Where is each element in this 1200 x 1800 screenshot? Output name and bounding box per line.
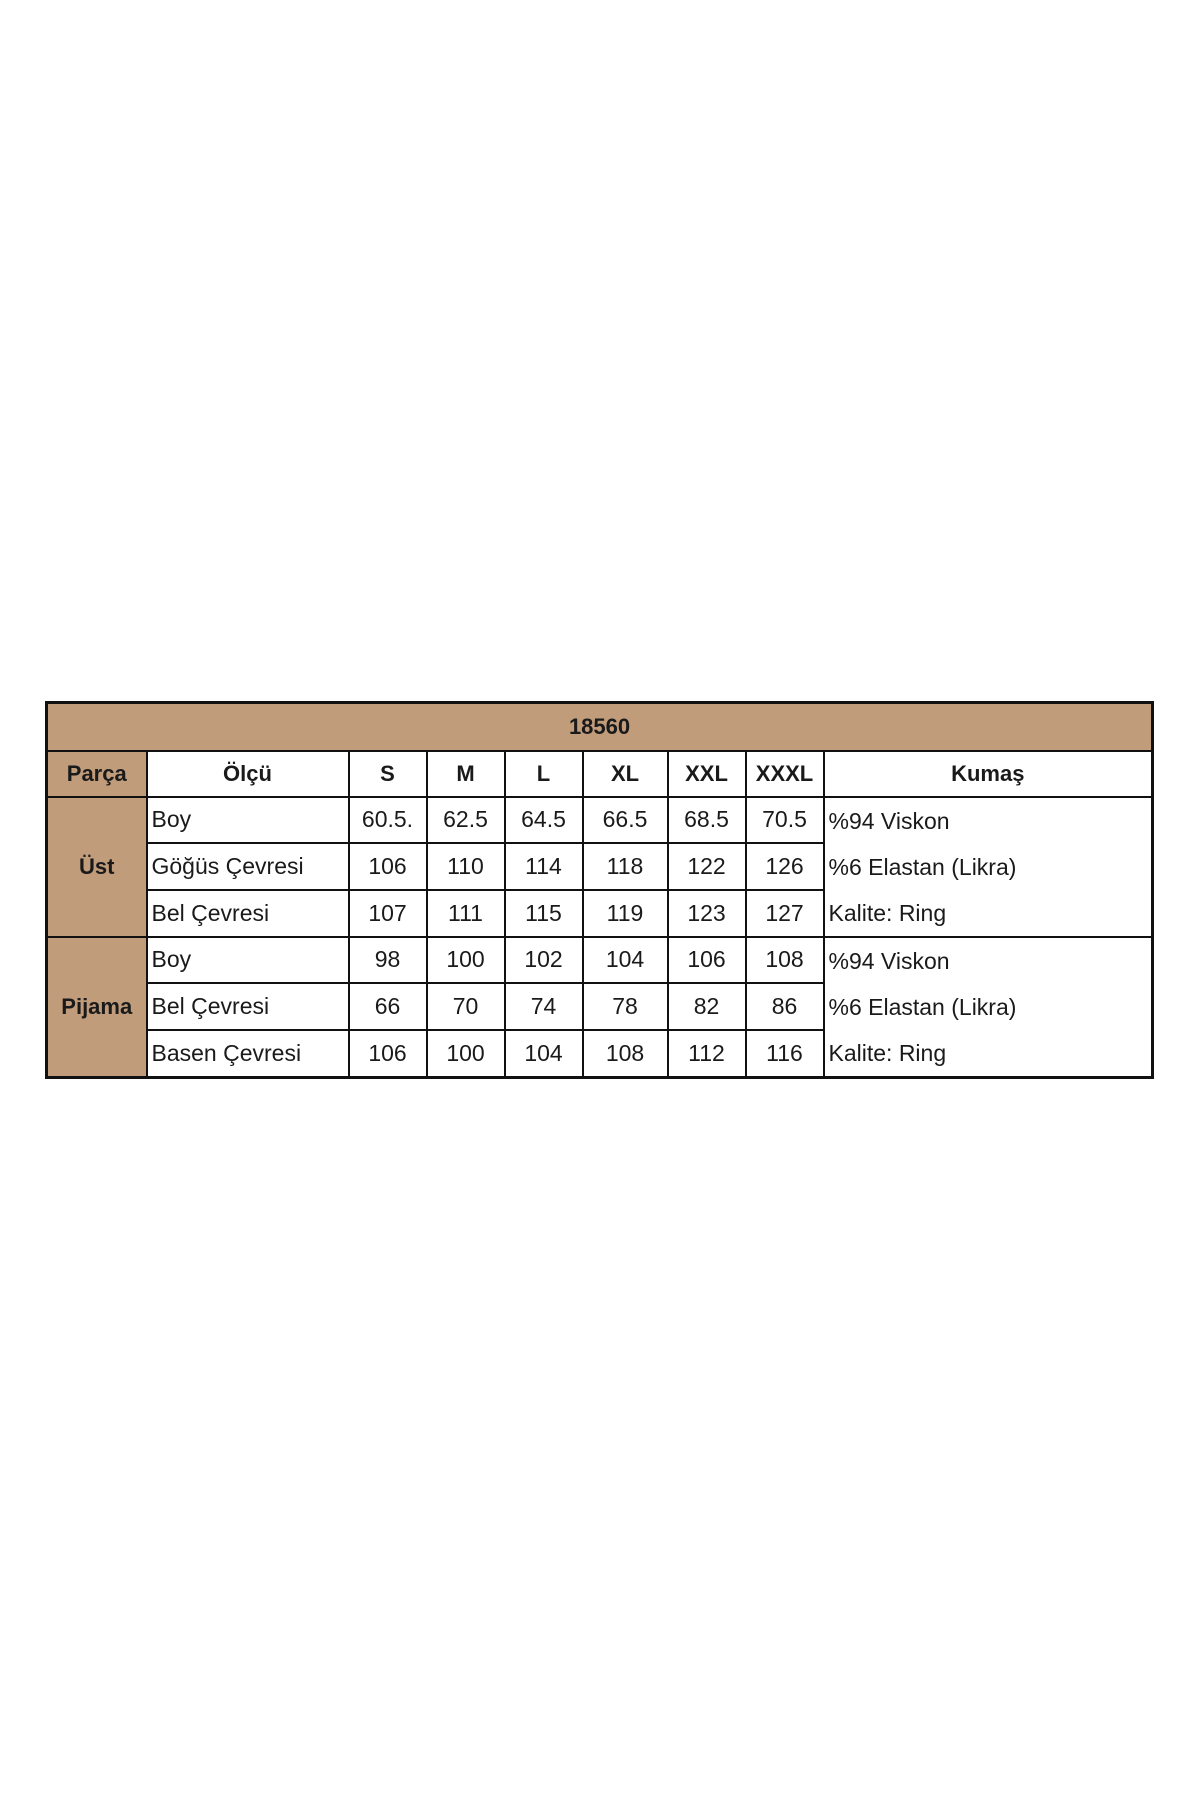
value-cell: 123 (668, 890, 746, 937)
value-cell: 107 (349, 890, 427, 937)
title-row (47, 703, 1153, 751)
measure-label: Boy (147, 797, 349, 844)
value-cell: 78 (583, 983, 668, 1030)
fabric-info-ust (824, 797, 1153, 937)
fabric-line: %6 Elastan (Likra) (828, 853, 1017, 880)
measure-label: Bel Çevresi (147, 983, 349, 1030)
value-cell: 86 (746, 983, 824, 1030)
measure-label: Bel Çevresi (147, 890, 349, 937)
value-cell: 98 (349, 937, 427, 984)
fabric-line: %94 Viskon (828, 807, 950, 834)
fabric-line: %94 Viskon (828, 947, 950, 974)
value-cell: 118 (583, 843, 668, 890)
value-cell: 70 (427, 983, 505, 1030)
value-cell: 106 (349, 843, 427, 890)
value-cell: 100 (427, 1030, 505, 1077)
table-row (47, 937, 1153, 984)
value-cell: 106 (668, 937, 746, 984)
value-cell: 64.5 (505, 797, 583, 844)
value-cell: 108 (746, 937, 824, 984)
value-cell: 104 (583, 937, 668, 984)
value-cell: 119 (583, 890, 668, 937)
value-cell: 116 (746, 1030, 824, 1077)
size-header-xl: XL (583, 751, 668, 797)
measure-header: Ölçü (147, 751, 349, 797)
size-header-l: L (505, 751, 583, 797)
value-cell: 127 (746, 890, 824, 937)
fabric-line: Kalite: Ring (828, 899, 947, 926)
size-header-s: S (349, 751, 427, 797)
value-cell: 60.5. (349, 797, 427, 844)
value-cell: 106 (349, 1030, 427, 1077)
group-label-ust: Üst (47, 797, 147, 937)
size-header-xxl: XXL (668, 751, 746, 797)
fabric-info-pijama (824, 937, 1153, 1078)
fabric-line: %6 Elastan (Likra) (828, 993, 1017, 1020)
group-label-pijama: Pijama (47, 937, 147, 1078)
value-cell: 104 (505, 1030, 583, 1077)
header-row (47, 751, 1153, 797)
value-cell: 62.5 (427, 797, 505, 844)
size-header-m: M (427, 751, 505, 797)
value-cell: 102 (505, 937, 583, 984)
measure-label: Göğüs Çevresi (147, 843, 349, 890)
value-cell: 68.5 (668, 797, 746, 844)
value-cell: 112 (668, 1030, 746, 1077)
value-cell: 126 (746, 843, 824, 890)
value-cell: 115 (505, 890, 583, 937)
size-chart-table (45, 701, 1154, 1079)
value-cell: 110 (427, 843, 505, 890)
product-code: 18560 (47, 703, 1153, 751)
value-cell: 74 (505, 983, 583, 1030)
value-cell: 108 (583, 1030, 668, 1077)
fabric-line: Kalite: Ring (828, 1039, 947, 1066)
fabric-header: Kumaş (824, 751, 1153, 797)
value-cell: 66.5 (583, 797, 668, 844)
value-cell: 70.5 (746, 797, 824, 844)
value-cell: 100 (427, 937, 505, 984)
value-cell: 122 (668, 843, 746, 890)
table-row (47, 797, 1153, 844)
size-header-xxxl: XXXL (746, 751, 824, 797)
measure-label: Boy (147, 937, 349, 984)
value-cell: 66 (349, 983, 427, 1030)
part-header: Parça (47, 751, 147, 797)
value-cell: 114 (505, 843, 583, 890)
value-cell: 111 (427, 890, 505, 937)
measure-label: Basen Çevresi (147, 1030, 349, 1077)
value-cell: 82 (668, 983, 746, 1030)
